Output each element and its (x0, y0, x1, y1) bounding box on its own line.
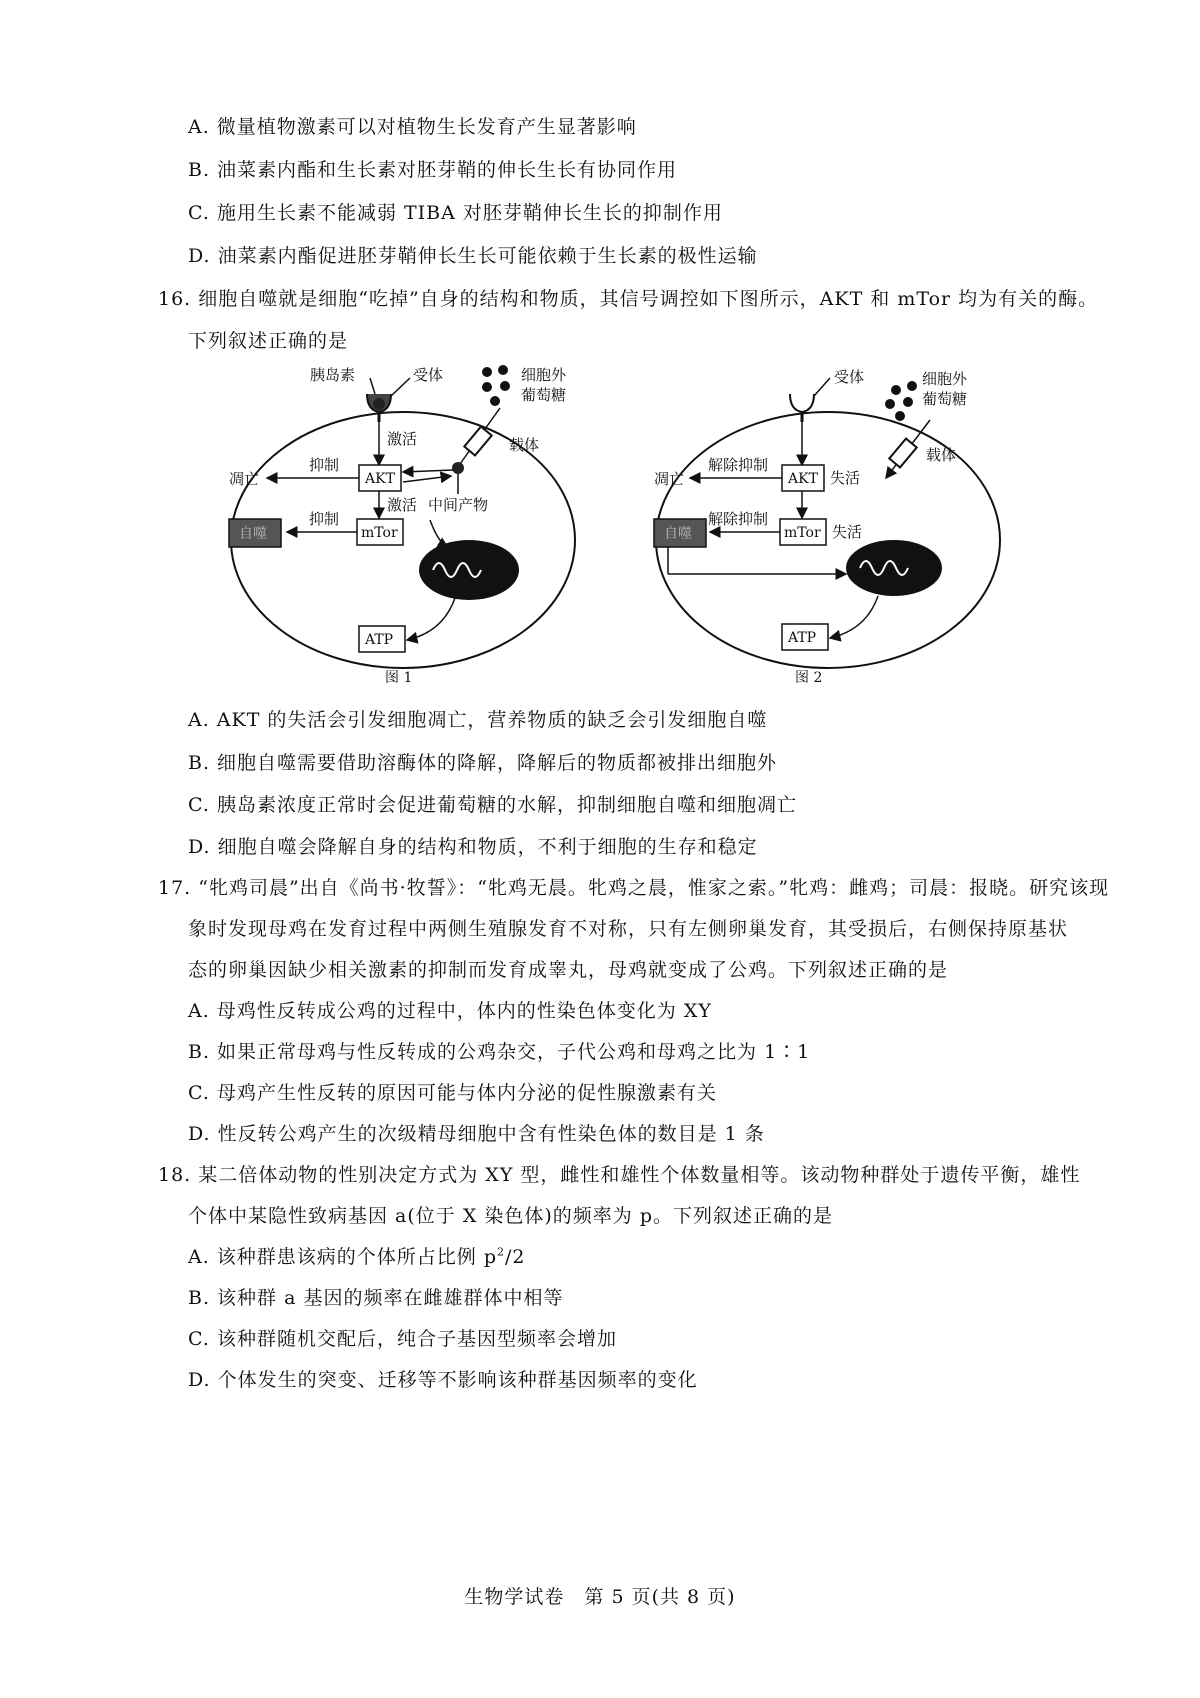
q15-option-c: C. 施用生长素不能减弱 TIBA 对胚芽鞘伸长生长的抑制作用 (188, 202, 723, 224)
label-activate-1: 激活 (387, 430, 418, 448)
q16-option-a: A. AKT 的失活会引发细胞凋亡，营养物质的缺乏会引发细胞自噬 (188, 709, 768, 731)
q18-option-a (188, 1242, 526, 1269)
insulin-icon (373, 398, 385, 410)
label-glucose-2: 葡萄糖 (922, 390, 968, 408)
label-mtor: mTor (361, 525, 398, 541)
label-atp: ATP (365, 632, 394, 648)
q18-option-d: D. 个体发生的突变、迁移等不影响该种群基因频率的变化 (188, 1369, 698, 1391)
q16-stem-line2: 下列叙述正确的是 (188, 330, 349, 352)
q18-option-a-suffix: /2 (505, 1246, 526, 1268)
label-carrier: 载体 (926, 446, 957, 464)
q18-option-c: C. 该种群随机交配后，纯合子基因型频率会增加 (188, 1328, 617, 1350)
q16-option-b: B. 细胞自噬需要借助溶酶体的降解，降解后的物质都被排出细胞外 (188, 752, 778, 774)
q17-option-d: D. 性反转公鸡产生的次级精母细胞中含有性染色体的数目是 1 条 (188, 1123, 765, 1145)
q18-option-b: B. 该种群 a 基因的频率在雌雄群体中相等 (188, 1287, 564, 1309)
label-glucose-1: 细胞外 (922, 370, 968, 388)
label-release-2: 解除抑制 (708, 510, 769, 528)
label-insulin: 胰岛素 (310, 366, 356, 384)
label-akt: AKT (788, 471, 818, 487)
receptor-icon (790, 394, 814, 412)
mitochondrion-icon (846, 540, 942, 596)
figure-1 (225, 360, 595, 690)
label-activate-2: 激活 (387, 496, 418, 514)
q15-option-a: A. 微量植物激素可以对植物生长发育产生显著影响 (188, 116, 637, 138)
q18-option-a-prefix: A. 该种群患该病的个体所占比例 p (188, 1246, 498, 1268)
q15-option-b: B. 油菜素内酯和生长素对胚芽鞘的伸长生长有协同作用 (188, 159, 678, 181)
glucose-dots-icon (885, 381, 917, 421)
q16-stem-line1: 16. 细胞自噬就是细胞“吃掉”自身的结构和物质，其信号调控如下图所示，AKT 和 mTor 均为有关的酶。 (158, 288, 1099, 310)
label-receptor: 受体 (834, 368, 865, 386)
figure-2 (650, 360, 1020, 690)
q18-stem-line2: 个体中某隐性致病基因 a(位于 X 染色体)的频率为 p。下列叙述正确的是 (188, 1205, 834, 1227)
q17-option-a: A. 母鸡性反转成公鸡的过程中，体内的性染色体变化为 XY (188, 1000, 712, 1022)
q17-option-b: B. 如果正常母鸡与性反转成的公鸡杂交，子代公鸡和母鸡之比为 1∶1 (188, 1041, 811, 1063)
intermediate-icon (452, 462, 464, 474)
page-footer: 生物学试卷 第 5 页(共 8 页) (464, 1586, 736, 1608)
label-autophagy: 自噬 (664, 526, 692, 542)
label-inactivate-1: 失活 (830, 469, 861, 487)
q17-stem-line3: 态的卵巢因缺少相关激素的抑制而发育成睾丸，母鸡就变成了公鸡。下列叙述正确的是 (188, 959, 949, 981)
q18-stem-line1: 18. 某二倍体动物的性别决定方式为 XY 型，雌性和雄性个体数量相等。该动物种群处于遗传平衡，雄性 (158, 1164, 1081, 1186)
label-inactivate-2: 失活 (832, 523, 863, 541)
q16-option-d: D. 细胞自噬会降解自身的结构和物质，不利于细胞的生存和稳定 (188, 836, 758, 858)
carrier-icon (889, 439, 916, 468)
label-carrier: 载体 (509, 436, 540, 454)
label-akt: AKT (365, 471, 395, 487)
carrier-icon (464, 427, 491, 456)
label-autophagy: 自噬 (239, 526, 267, 542)
q17-stem-line1: 17. “牝鸡司晨”出自《尚书·牧誓》：“牝鸡无晨。牝鸡之晨，惟家之索。”牝鸡：雌鸡；司晨：报晓。研究该现 (158, 877, 1110, 899)
label-glucose-2: 葡萄糖 (521, 386, 567, 404)
q17-option-c: C. 母鸡产生性反转的原因可能与体内分泌的促性腺激素有关 (188, 1082, 717, 1104)
figure-2-caption: 图 2 (795, 670, 823, 686)
label-receptor: 受体 (413, 366, 444, 384)
glucose-dots-icon (482, 365, 510, 406)
q15-option-d: D. 油菜素内酯促进胚芽鞘伸长生长可能依赖于生长素的极性运输 (188, 245, 758, 267)
q17-stem-line2: 象时发现母鸡在发育过程中两侧生殖腺发育不对称，只有左侧卵巢发育，其受损后，右侧保持原基状 (188, 918, 1069, 940)
q16-option-c: C. 胰岛素浓度正常时会促进葡萄糖的水解，抑制细胞自噬和细胞凋亡 (188, 794, 797, 816)
label-atp: ATP (788, 630, 817, 646)
label-mtor: mTor (784, 525, 821, 541)
mitochondrion-icon (419, 540, 519, 600)
q18-option-a-exponent: 2 (497, 1245, 506, 1259)
label-release-1: 解除抑制 (708, 456, 769, 474)
figure-1-caption: 图 1 (385, 670, 413, 686)
label-intermediate: 中间产物 (428, 496, 489, 514)
label-apoptosis: 凋亡 (654, 470, 685, 488)
label-glucose-1: 细胞外 (521, 366, 567, 384)
label-inhibit-1: 抑制 (309, 456, 340, 474)
label-apoptosis: 凋亡 (229, 470, 260, 488)
label-inhibit-2: 抑制 (309, 510, 340, 528)
